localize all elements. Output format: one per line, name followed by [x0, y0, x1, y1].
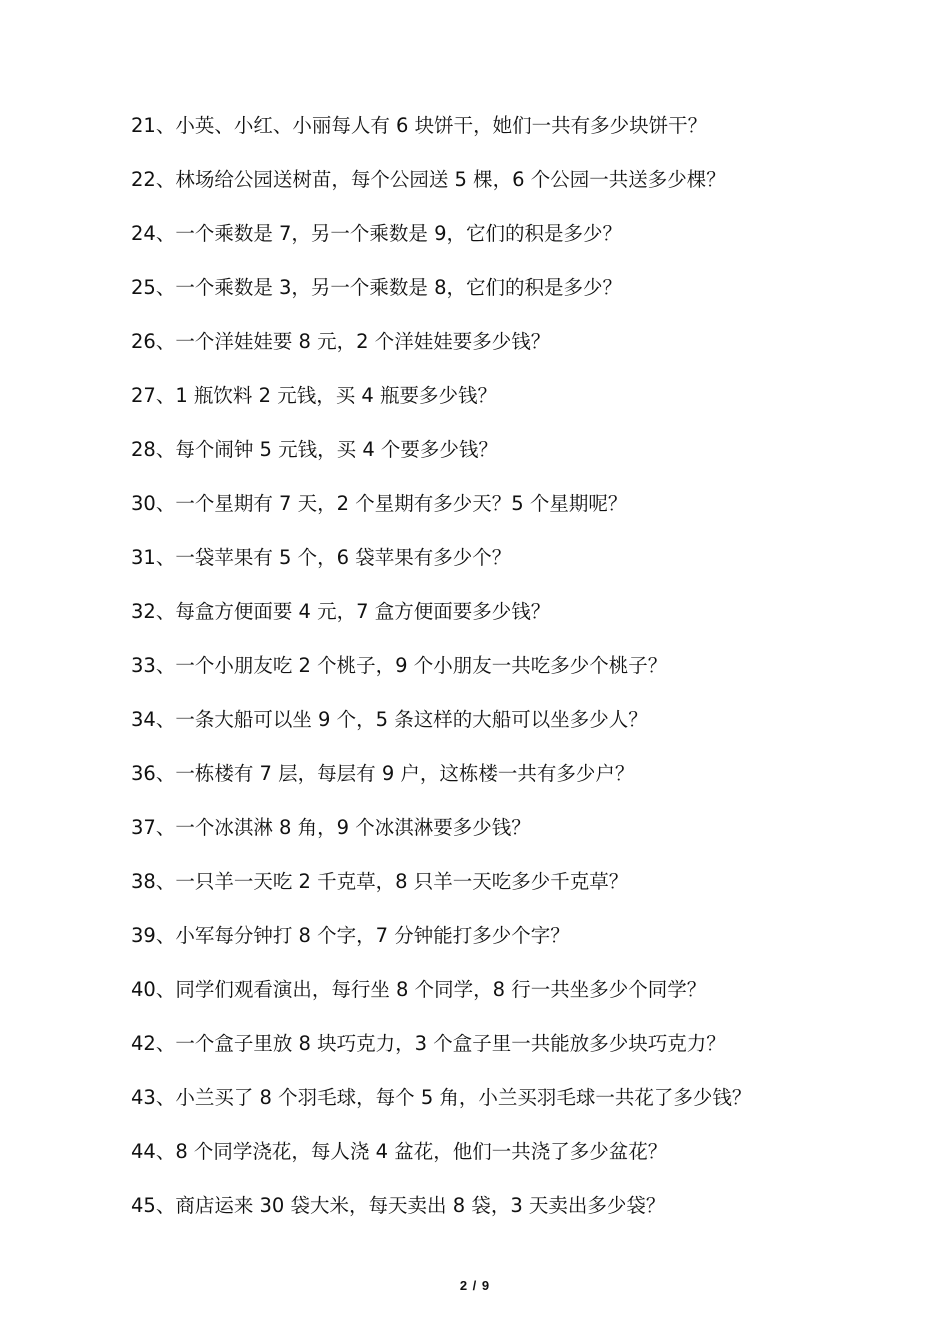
- problem-item: 24、一个乘数是 7，另一个乘数是 9，它们的积是多少？: [131, 222, 623, 245]
- page-number: 2 / 9: [459, 1278, 491, 1293]
- problem-item: 36、一栋楼有 7 层，每层有 9 户，这栋楼一共有多少户？: [131, 762, 635, 785]
- problem-item: 40、同学们观看演出，每行坐 8 个同学，8 行一共坐多少个同学？: [131, 978, 707, 1001]
- problem-item: 21、小英、小红、小丽每人有 6 块饼干，她们一共有多少块饼干？: [131, 114, 708, 137]
- problem-item: 22、林场给公园送树苗，每个公园送 5 棵，6 个公园一共送多少棵？: [131, 168, 726, 191]
- problem-item: 38、一只羊一天吃 2 千克草，8 只羊一天吃多少千克草？: [131, 870, 629, 893]
- problem-item: 44、8 个同学浇花，每人浇 4 盆花，他们一共浇了多少盆花？: [131, 1140, 668, 1163]
- problem-item: 37、一个冰淇淋 8 角，9 个冰淇淋要多少钱？: [131, 816, 531, 839]
- problem-item: 33、一个小朋友吃 2 个桃子，9 个小朋友一共吃多少个桃子？: [131, 654, 668, 677]
- problem-item: 45、商店运来 30 袋大米，每天卖出 8 袋，3 天卖出多少袋？: [131, 1194, 666, 1217]
- problem-item: 42、一个盒子里放 8 块巧克力，3 个盒子里一共能放多少块巧克力？: [131, 1032, 726, 1055]
- problem-list: [131, 104, 831, 1238]
- problem-item: 25、一个乘数是 3，另一个乘数是 8，它们的积是多少？: [131, 276, 623, 299]
- problem-item: 32、每盒方便面要 4 元，7 盒方便面要多少钱？: [131, 600, 551, 623]
- problem-item: 28、每个闹钟 5 元钱，买 4 个要多少钱？: [131, 438, 498, 461]
- problem-item: 27、1 瓶饮料 2 元钱，买 4 瓶要多少钱？: [131, 384, 498, 407]
- problem-item: 30、一个星期有 7 天，2 个星期有多少天？5 个星期呢？: [131, 492, 628, 515]
- problem-item: 43、小兰买了 8 个羽毛球，每个 5 角，小兰买羽毛球一共花了多少钱？: [131, 1086, 752, 1109]
- problem-item: 31、一袋苹果有 5 个，6 袋苹果有多少个？: [131, 546, 512, 569]
- problem-item: 39、小军每分钟打 8 个字，7 分钟能打多少个字？: [131, 924, 570, 947]
- problem-item: 34、一条大船可以坐 9 个，5 条这样的大船可以坐多少人？: [131, 708, 648, 731]
- problem-item: 26、一个洋娃娃要 8 元，2 个洋娃娃要多少钱？: [131, 330, 551, 353]
